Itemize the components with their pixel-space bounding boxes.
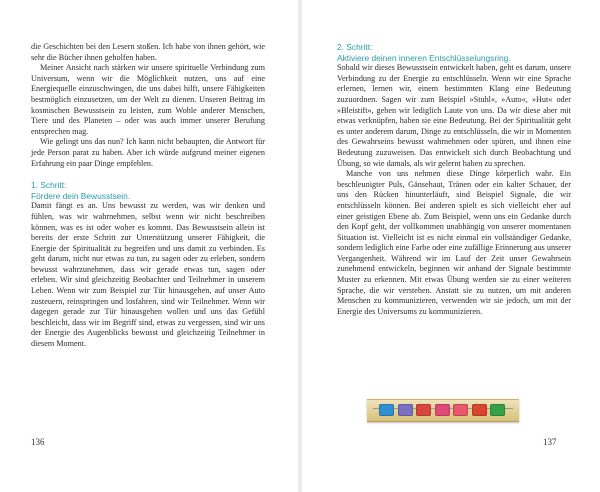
stripe-color-square [435, 404, 450, 416]
right-paragraph-2: Manche von uns nehmen diese Dinge körperlich wahr. Ein beschleunigter Puls, Gänsehaut, Tränen oder ein kalter Schauer, der uns den Rücken hinunterläuft, sind Beispiel Signale, die wir entschlüsseln können. Bei anderen spielt es sich vielleicht eher auf einer geistigen Ebene ab. Zum Beispiel, wenn uns ein Gedanke durch den Kopf geht, der vollkommen unabhängig von unserer momentanen Situation ist. Vielleicht ist es nicht einmal ein vollständiger Gedanke, sondern lediglich eine Farbe oder eine zufällige Erinnerung aus unserer Vergangenheit. Während wir im Lauf der Zeit unser Gewahrsein zunehmend entwickeln, beginnen wir anhand der Signale bestimmte Muster zu erkennen. Mit etwas Übung werden sie zu einer weiteren Sprache, die wir verstehen. Anstatt sie zu nutzen, um mit anderen Menschen zu kommunizieren, verwenden wir sie jedoch, um mit der Energie des Universums zu kommunizieren. [337, 169, 571, 316]
left-paragraph-2: Meiner Ansicht nach stärken wir unsere spirituelle Verbindung zum Universum, wenn wir die Möglichkeit nutzen, uns auf eine Energiequelle einzuschwingen, die uns dabei hilft, unsere Fähigkeiten bestmöglich einzusetzen, um der Welt zu dienen. Unseren Beitrag im kosmischen Bewusstsein zu leisten, zum Wohle anderer Menschen, Tiere und des Planeten – oder was auch immer unserer Berufung entsprechen mag. [31, 63, 265, 136]
step-2-heading-number: 2. Schritt: [337, 42, 373, 52]
stripe-color-square [379, 404, 394, 416]
stripe-color-square [490, 404, 505, 416]
stripe-color-square [398, 404, 413, 416]
stripe-color-square [472, 404, 487, 416]
left-paragraph-4: Damit fängt es an. Uns bewusst zu werden, was wir denken und fühlen, was wir wahrnehmen, selbst wenn wir nicht beschreiben können, was es ist oder woher es kommt. Das Bewusstsein allein ist bereits der erste Schritt zur Unterstützung unserer Fähigkeit, die Energie der Spiritualität zu begreifen und uns damit zu verbinden. Es geht darum, nicht nur etwas zu tun, zu sagen oder zu erleben, sondern bewusst wahrzunehmen, dass wir gerade etwas tun, sagen oder erleben. Wir sind gleichzeitig Beobachter und Teilnehmer in unserem Leben. Wenn wir zum Beispiel zur Tür hinausgehen, auf unser Auto zusteuern, reinspringen und losfahren, sind wir Teilnehmer. Wenn wir dagegen gerade zur Tür hinausgehen wollen und uns das Gefühl beschleicht, dass wir im Begriff sind, etwas zu vergessen, sind wir uns der Energie des Augenblicks bewusst und gleichzeitig Teilnehmer in diesem Moment. [31, 201, 265, 349]
left-paragraph-1: die Geschichten bei den Lesern stoßen. Ich habe von ihnen gehört, wie sehr die Bücher ihnen geholfen haben. [31, 42, 265, 62]
decoding-ring-stripe-image [367, 399, 519, 422]
step-1-heading-title: Fördere dein Bewusstsein. [31, 190, 131, 201]
left-paragraph-3: Wie gelingt uns das nun? Ich kann nicht behaupten, die Antwort für jede Person parat zu haben. Aber ich würde aufgrund meiner eigenen Erfahrung ein paar Dinge empfehlen. [31, 137, 265, 168]
step-1-heading-number: 1. Schritt: [31, 180, 67, 191]
book-gutter [298, 0, 302, 492]
right-page [337, 42, 571, 317]
step-2-heading-title: Aktiviere deinen inneren Entschlüsselungsring. [337, 52, 511, 63]
stripe-color-square [453, 404, 468, 416]
page-number-right: 137 [543, 437, 557, 447]
page-number-left: 136 [31, 437, 45, 447]
stripe-color-square [416, 404, 431, 416]
left-page [31, 42, 265, 350]
right-paragraph-1: Sobald wir dieses Bewusstsein entwickelt haben, geht es darum, unsere Verbindung zu der Energie zu entschlüsseln. Wenn wir eine Sprache erlernen, lernen wir, einem bestimmten Klang eine Bedeutung zuzuordnen. Sagen wir zum Beispiel »Stuhl«, »Auto«, »Hut« oder »Bleistift«, geben wir lediglich Laute von uns. Da wir diese aber mit etwas verknüpfen, haben sie eine Bedeutung. Bei der Spiritualität geht es unter anderem darum, Dinge zu entschlüsseln, die wir in Momenten des Gewahrseins bewusst wahrnehmen oder spüren, und ihnen eine Bedeutung zuzuweisen. Das entwickelt sich durch Beobachtung und Übung, so wie damals, als wir gelernt haben zu sprechen. [337, 63, 571, 168]
step-1-heading [31, 180, 265, 201]
step-2-heading [337, 42, 571, 63]
